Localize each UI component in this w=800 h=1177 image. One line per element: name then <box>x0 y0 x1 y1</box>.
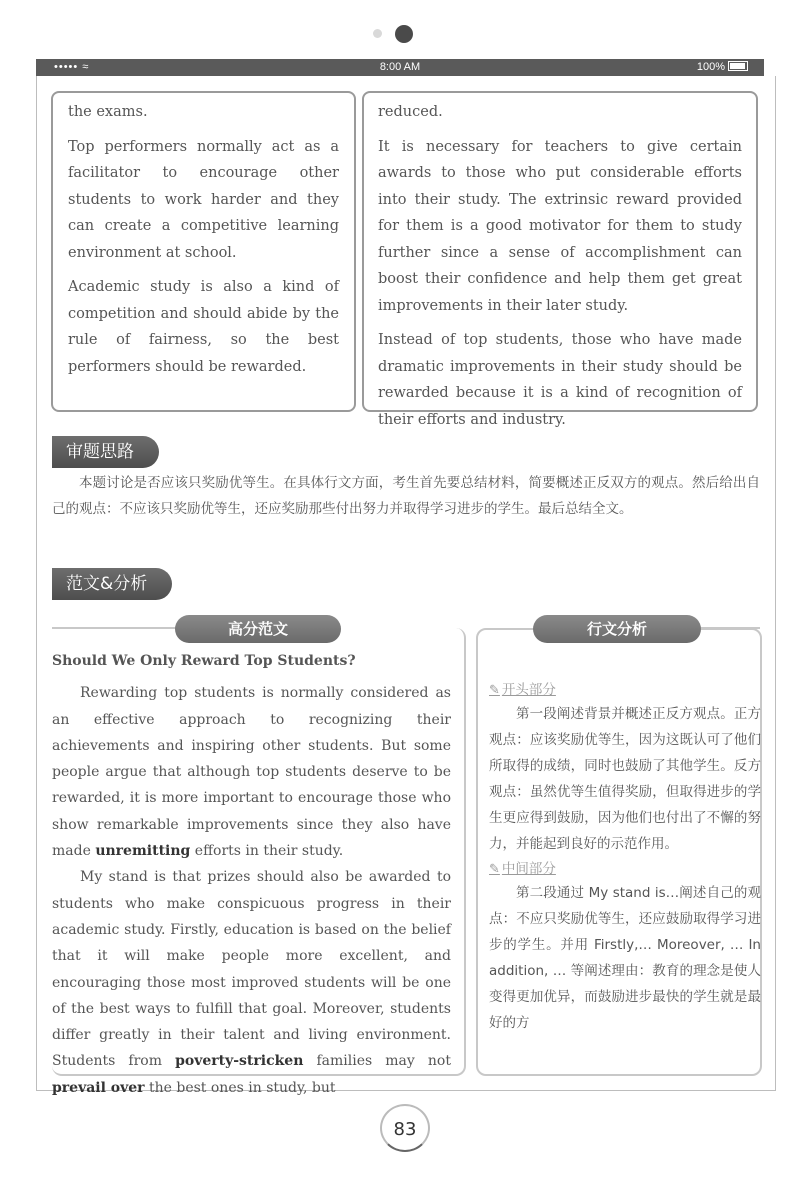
essay-paragraph <box>52 680 451 864</box>
subheading-label: 中间部分 <box>501 861 556 877</box>
top-right-card <box>362 91 758 428</box>
status-bar <box>36 59 764 76</box>
analysis-body <box>489 678 761 1036</box>
essay-paragraph <box>52 864 451 1101</box>
essay-keyword: unremitting <box>95 843 191 860</box>
essay-text: families may not <box>303 1053 451 1070</box>
card-paragraph: the exams. <box>68 104 148 120</box>
essay-title: Should We Only Reward Top Students? <box>52 653 356 669</box>
section-heading-analysis-approach: 审题思路 <box>52 436 159 468</box>
page-number: 83 <box>380 1104 430 1152</box>
signal-wifi-icon: ••••• ≈ <box>54 61 90 73</box>
section-heading-sample-essay: 范文&分析 <box>52 568 172 600</box>
card-paragraph: Academic study is also a kind of competition and should abide by the rule of fairness, so the best performers should be rewarded. <box>68 279 339 375</box>
card-paragraph: reduced. <box>378 104 443 120</box>
top-left-card <box>51 91 356 412</box>
battery-indicator <box>697 61 748 73</box>
pen-icon: ✎ <box>489 683 500 698</box>
status-time: 8:00 AM <box>379 61 421 73</box>
analysis-tab[interactable]: 行文分析 <box>533 615 701 643</box>
essay-text: My stand is that prizes should also be awarded to students who make conspicuous progress in their academic study. Firstly, education is based on the belief that it will make people more excellent, and encouraging those most improved students will be one of the best ways to fulfill that goal. Moreover, students differ greatly in their talent and living environment. Students from <box>52 869 451 1070</box>
card-paragraph: It is necessary for teachers to give certain awards to those who put considerable efforts into their study. The extrinsic reward provided for them is a good motivator for them to study further since a sense of accomplishment can boost their confidence and help them get great improvements in their later study. <box>378 138 742 314</box>
battery-percent: 100% <box>696 61 725 73</box>
essay-keyword: poverty-stricken <box>175 1053 304 1070</box>
essay-text: efforts in their study. <box>190 843 344 860</box>
card-paragraph: Instead of top students, those who have made dramatic improvements in their study should be rewarded because it is a kind of recognition of their efforts and industry. <box>378 332 742 428</box>
essay-keyword: prevail over <box>52 1079 145 1096</box>
subheading-label: 开头部分 <box>501 682 556 698</box>
battery-icon <box>728 61 748 71</box>
page-indicator-dot-active[interactable] <box>395 25 413 43</box>
subheading-middle <box>489 857 761 877</box>
card-paragraph: Top performers normally act as a facilitator to encourage other students to work harder and they can create a competitive learning environment at school. <box>68 138 339 261</box>
subheading-opening <box>489 678 761 698</box>
essay-body <box>52 648 451 1101</box>
divider <box>700 627 760 629</box>
approach-text: 本题讨论是否应该只奖励优等生。在具体行文方面，考生首先要总结材料，简要概述正反双方的观点。然后给出自己的观点：不应该只奖励优等生，还应奖励那些付出努力并取得学习进步的学生。最后总结全文。 <box>52 475 760 517</box>
analysis-text-opening: 第一段阐述背景并概述正反方观点。正方观点：应该奖励优等生，因为这既认可了他们所取得的成绩，同时也鼓励了其他学生。反方观点：虽然优等生值得奖励，但取得进步的学生更应得到鼓励，因为他们也付出了不懈的努力，并能起到良好的示范作用。 <box>489 706 761 852</box>
essay-tab[interactable]: 高分范文 <box>175 615 341 643</box>
pen-icon: ✎ <box>489 862 500 877</box>
analysis-text-middle: 第二段通过 My stand is…阐述自己的观点：不应只奖励优等生，还应鼓励取得学习进步的学生。并用 Firstly,… Moreover, … In addition, … 等阐述理由：教育的理念是使人变得更加优异，而鼓励进步最快的学生就是最好的方 <box>489 885 761 1031</box>
essay-text: the best ones in study, but <box>144 1079 336 1096</box>
page-indicator-dot[interactable] <box>373 29 382 38</box>
essay-text: Rewarding top students is normally considered as an effective approach to recognizing their achievements and inspiring other students. But some people argue that although top students deserve to be rewarded, it is more important to encourage those who show remarkable improvements since they also have made <box>52 685 451 860</box>
